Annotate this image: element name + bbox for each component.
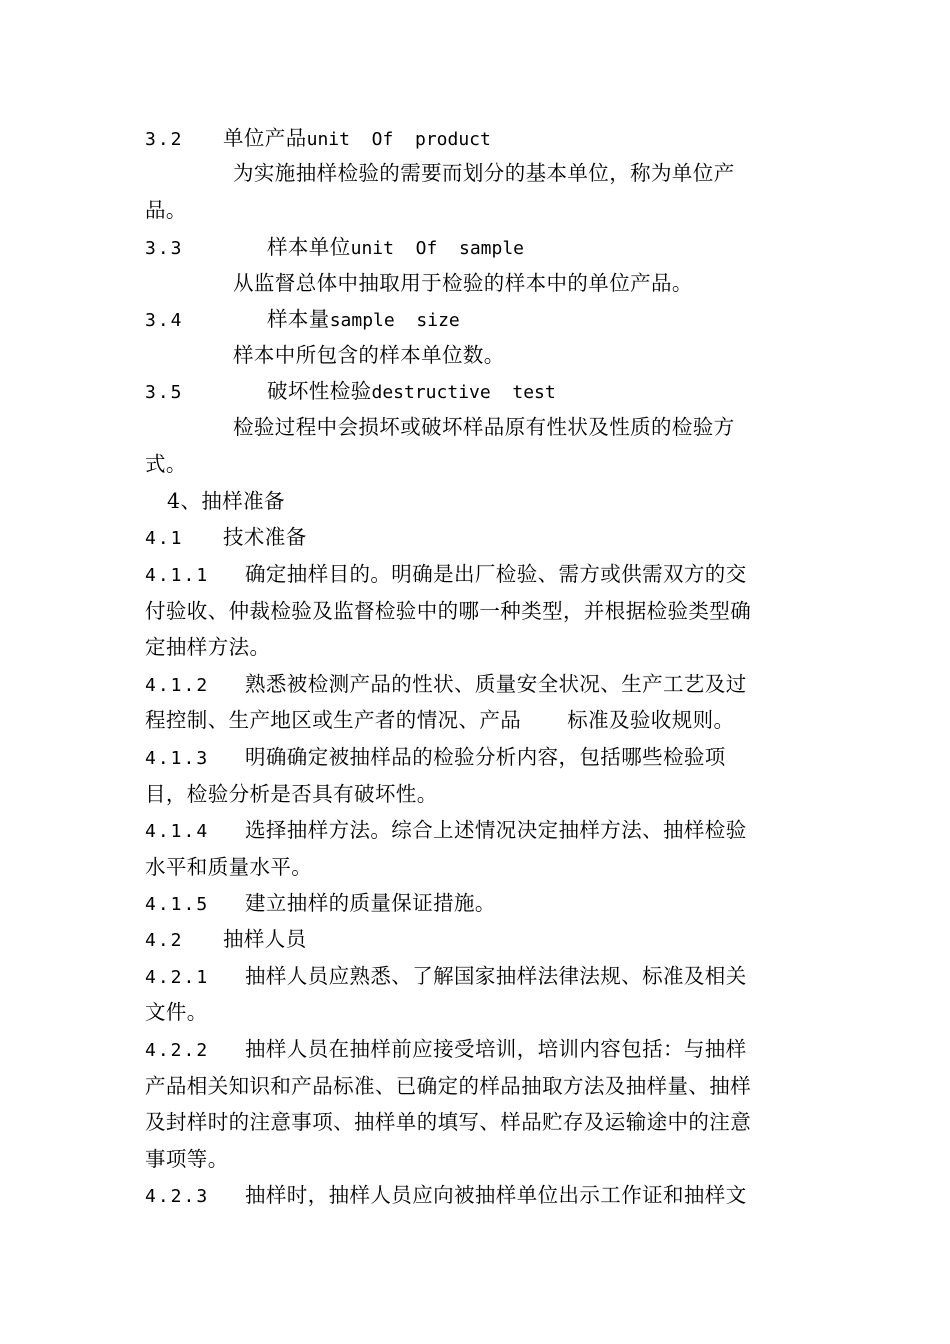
term-cn: 样本量 — [267, 307, 330, 331]
section-number: 3.2 — [145, 129, 184, 150]
line-part-2: 标准及验收规则。 — [567, 708, 735, 732]
clause-text: 抽样时，抽样人员应向被抽样单位出示工作证和抽样文 — [245, 1183, 747, 1207]
section-title: 抽样人员 — [223, 927, 307, 951]
section-number: 3.4 — [145, 310, 184, 331]
clause-number: 4.1.5 — [145, 894, 210, 915]
section-title: 技术准备 — [223, 525, 307, 549]
clause-4-1-2 — [145, 669, 747, 699]
paragraph-line: 目，检验分析是否具有破坏性。 — [145, 782, 438, 806]
paragraph-line: 检验过程中会损坏或破坏样品原有性状及性质的检验方 — [233, 415, 735, 439]
clause-number: 4.2.2 — [145, 1040, 210, 1061]
paragraph-line: 产品相关知识和产品标准、已确定的样品抽取方法及抽样量、抽样 — [145, 1074, 752, 1098]
term-cn: 单位产品 — [223, 126, 307, 150]
paragraph-line: 文件。 — [145, 1000, 208, 1024]
paragraph-line — [145, 705, 734, 735]
section-4-2-heading — [145, 924, 307, 954]
clause-4-2-3 — [145, 1180, 747, 1210]
clause-number: 4.2.1 — [145, 967, 210, 988]
paragraph-line: 式。 — [145, 452, 187, 476]
term-en: unit Of product — [306, 129, 491, 150]
paragraph-line: 及封样时的注意事项、抽样单的填写、样品贮存及运输途中的注意 — [145, 1110, 752, 1134]
clause-4-1-1 — [145, 559, 747, 589]
paragraph-line: 付验收、仲裁检验及监督检验中的哪一种类型，并根据检验类型确 — [145, 599, 752, 623]
section-number: 3.5 — [145, 382, 184, 403]
clause-number: 4.1.2 — [145, 675, 210, 696]
line-part-1: 程控制、生产地区或生产者的情况、产品 — [145, 708, 522, 732]
term-cn: 破坏性检验 — [267, 379, 372, 403]
clause-number: 4.1.4 — [145, 821, 210, 842]
section-3-3-heading — [145, 232, 524, 262]
clause-4-2-2 — [145, 1034, 747, 1064]
section-number: 4.2 — [145, 930, 184, 951]
section-3-5-heading — [145, 376, 556, 406]
clause-text: 建立抽样的质量保证措施。 — [245, 891, 496, 915]
section-3-4-heading — [145, 304, 460, 334]
clause-4-1-5 — [145, 888, 496, 918]
clause-text: 确定抽样目的。明确是出厂检验、需方或供需双方的交 — [245, 562, 747, 586]
clause-text: 抽样人员应熟悉、了解国家抽样法律法规、标准及相关 — [245, 964, 747, 988]
paragraph-line: 定抽样方法。 — [145, 635, 271, 659]
clause-text: 选择抽样方法。综合上述情况决定抽样方法、抽样检验 — [245, 818, 747, 842]
paragraph-line: 品。 — [145, 198, 187, 222]
paragraph-line: 样本中所包含的样本单位数。 — [233, 343, 505, 367]
section-3-2-heading — [145, 123, 491, 153]
clause-text: 明确确定被抽样品的检验分析内容，包括哪些检验项 — [245, 745, 726, 769]
paragraph-line: 为实施抽样检验的需要而划分的基本单位，称为单位产 — [233, 161, 735, 185]
paragraph-line: 从监督总体中抽取用于检验的样本中的单位产品。 — [233, 271, 693, 295]
term-en: destructive test — [371, 382, 556, 403]
term-en: unit Of sample — [350, 238, 524, 259]
paragraph-line: 事项等。 — [145, 1147, 229, 1171]
clause-text: 熟悉被检测产品的性状、质量安全状况、生产工艺及过 — [245, 672, 747, 696]
clause-text: 抽样人员在抽样前应接受培训，培训内容包括：与抽样 — [245, 1037, 747, 1061]
section-4-1-heading — [145, 522, 307, 552]
clause-number: 4.2.3 — [145, 1186, 210, 1207]
clause-number: 4.1.1 — [145, 565, 210, 586]
section-number: 4.1 — [145, 528, 184, 549]
clause-4-1-3 — [145, 742, 726, 772]
clause-number: 4.1.3 — [145, 748, 210, 769]
chapter-4-heading: 4、抽样准备 — [167, 489, 285, 513]
clause-4-2-1 — [145, 961, 747, 991]
term-cn: 样本单位 — [267, 235, 351, 259]
section-number: 3.3 — [145, 238, 184, 259]
clause-4-1-4 — [145, 815, 747, 845]
paragraph-line: 水平和质量水平。 — [145, 855, 313, 879]
term-en: sample size — [329, 310, 460, 331]
